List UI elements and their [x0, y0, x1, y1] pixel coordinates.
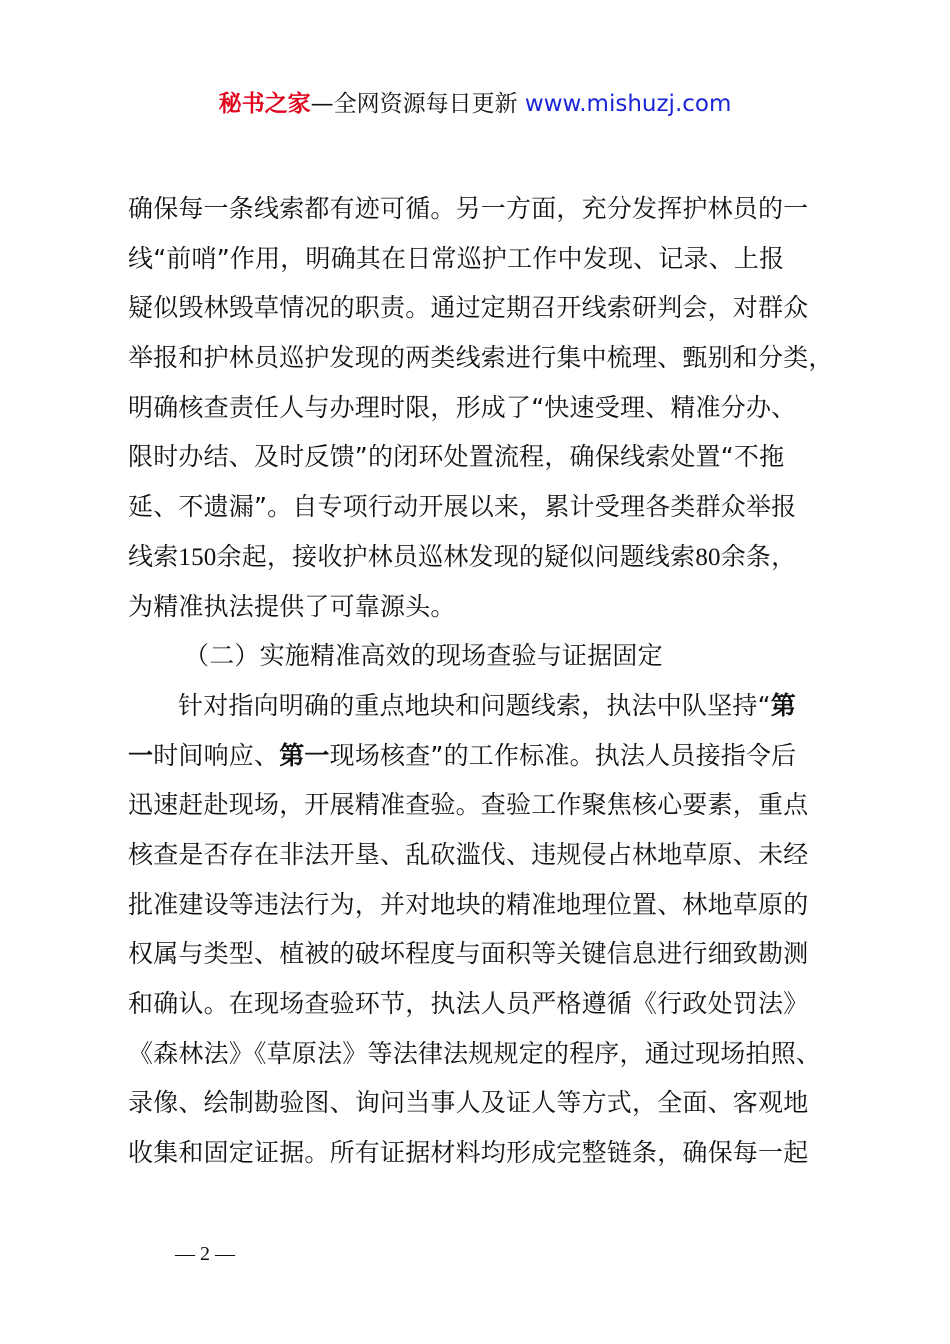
section-heading: （二）实施精准高效的现场查验与证据固定	[184, 641, 663, 671]
text-segment: 线索	[128, 541, 179, 571]
count-value: 80	[695, 543, 721, 571]
text-line: 批准建设等违法行为，并对地块的精准地理位置、林地草原的	[128, 889, 809, 919]
text-line: 疑似毁林毁草情况的职责。通过定期召开线索研判会，对群众	[128, 293, 809, 323]
text-segment: 余条，	[720, 541, 797, 571]
document-body	[128, 184, 848, 1178]
site-url-link[interactable]: www.mishuzj.com	[524, 91, 732, 117]
text-line: 核查是否存在非法开垦、乱砍滥伐、违规侵占林地草原、未经	[128, 839, 809, 869]
text-line	[128, 681, 848, 731]
text-line: 举报和护林员巡护发现的两类线索进行集中梳理、甄别和分类，	[128, 343, 834, 373]
text-line: 线“前哨”作用，明确其在日常巡护工作中发现、记录、上报	[128, 243, 785, 273]
text-line: 明确核查责任人与办理时限，形成了“快速受理、精准分办、	[128, 392, 797, 422]
page-number: — 2 —	[175, 1243, 235, 1265]
text-line: 录像、绘制勘验图、询问当事人及证人等方式，全面、客观地	[128, 1088, 809, 1118]
text-line	[128, 532, 848, 582]
text-segment: 时间响应、	[153, 740, 280, 770]
text-line: 限时办结、及时反馈”的闭环处置流程，确保线索处置“不拖	[128, 442, 785, 472]
text-line: 为精准执法提供了可靠源头。	[128, 591, 456, 621]
text-line	[128, 731, 848, 781]
brand-name: 秘书之家	[218, 91, 311, 117]
emphasis-text: 第	[770, 690, 796, 720]
emphasis-text: 一	[128, 740, 154, 770]
text-segment: 针对指向明确的重点地块和问题线索，执法中队坚持“	[178, 690, 771, 720]
text-segment: 现场核查”的工作标准。执法人员接指令后	[329, 740, 797, 770]
text-line: 迅速赶赴现场，开展精准查验。查验工作聚焦核心要素，重点	[128, 790, 809, 820]
text-line: 《森林法》《草原法》等法律法规规定的程序，通过现场拍照、	[128, 1038, 822, 1068]
header-tagline: —全网资源每日更新	[310, 91, 518, 117]
text-line: 确保每一条线索都有迹可循。另一方面，充分发挥护林员的一	[128, 194, 809, 223]
text-line: 收集和固定证据。所有证据材料均形成完整链条，确保每一起	[128, 1138, 809, 1168]
text-line: 权属与类型、植被的破坏程度与面积等关键信息进行细致勘测	[128, 939, 809, 969]
site-header	[0, 88, 950, 120]
text-segment: 余起，接收护林员巡林发现的疑似问题线索	[216, 541, 696, 571]
text-line: 和确认。在现场查验环节，执法人员严格遵循《行政处罚法》	[128, 989, 809, 1018]
text-line: 延、不遗漏”。自专项行动开展以来，累计受理各类群众举报	[128, 492, 797, 522]
emphasis-text: 第一	[279, 740, 330, 770]
count-value: 150	[178, 543, 217, 571]
